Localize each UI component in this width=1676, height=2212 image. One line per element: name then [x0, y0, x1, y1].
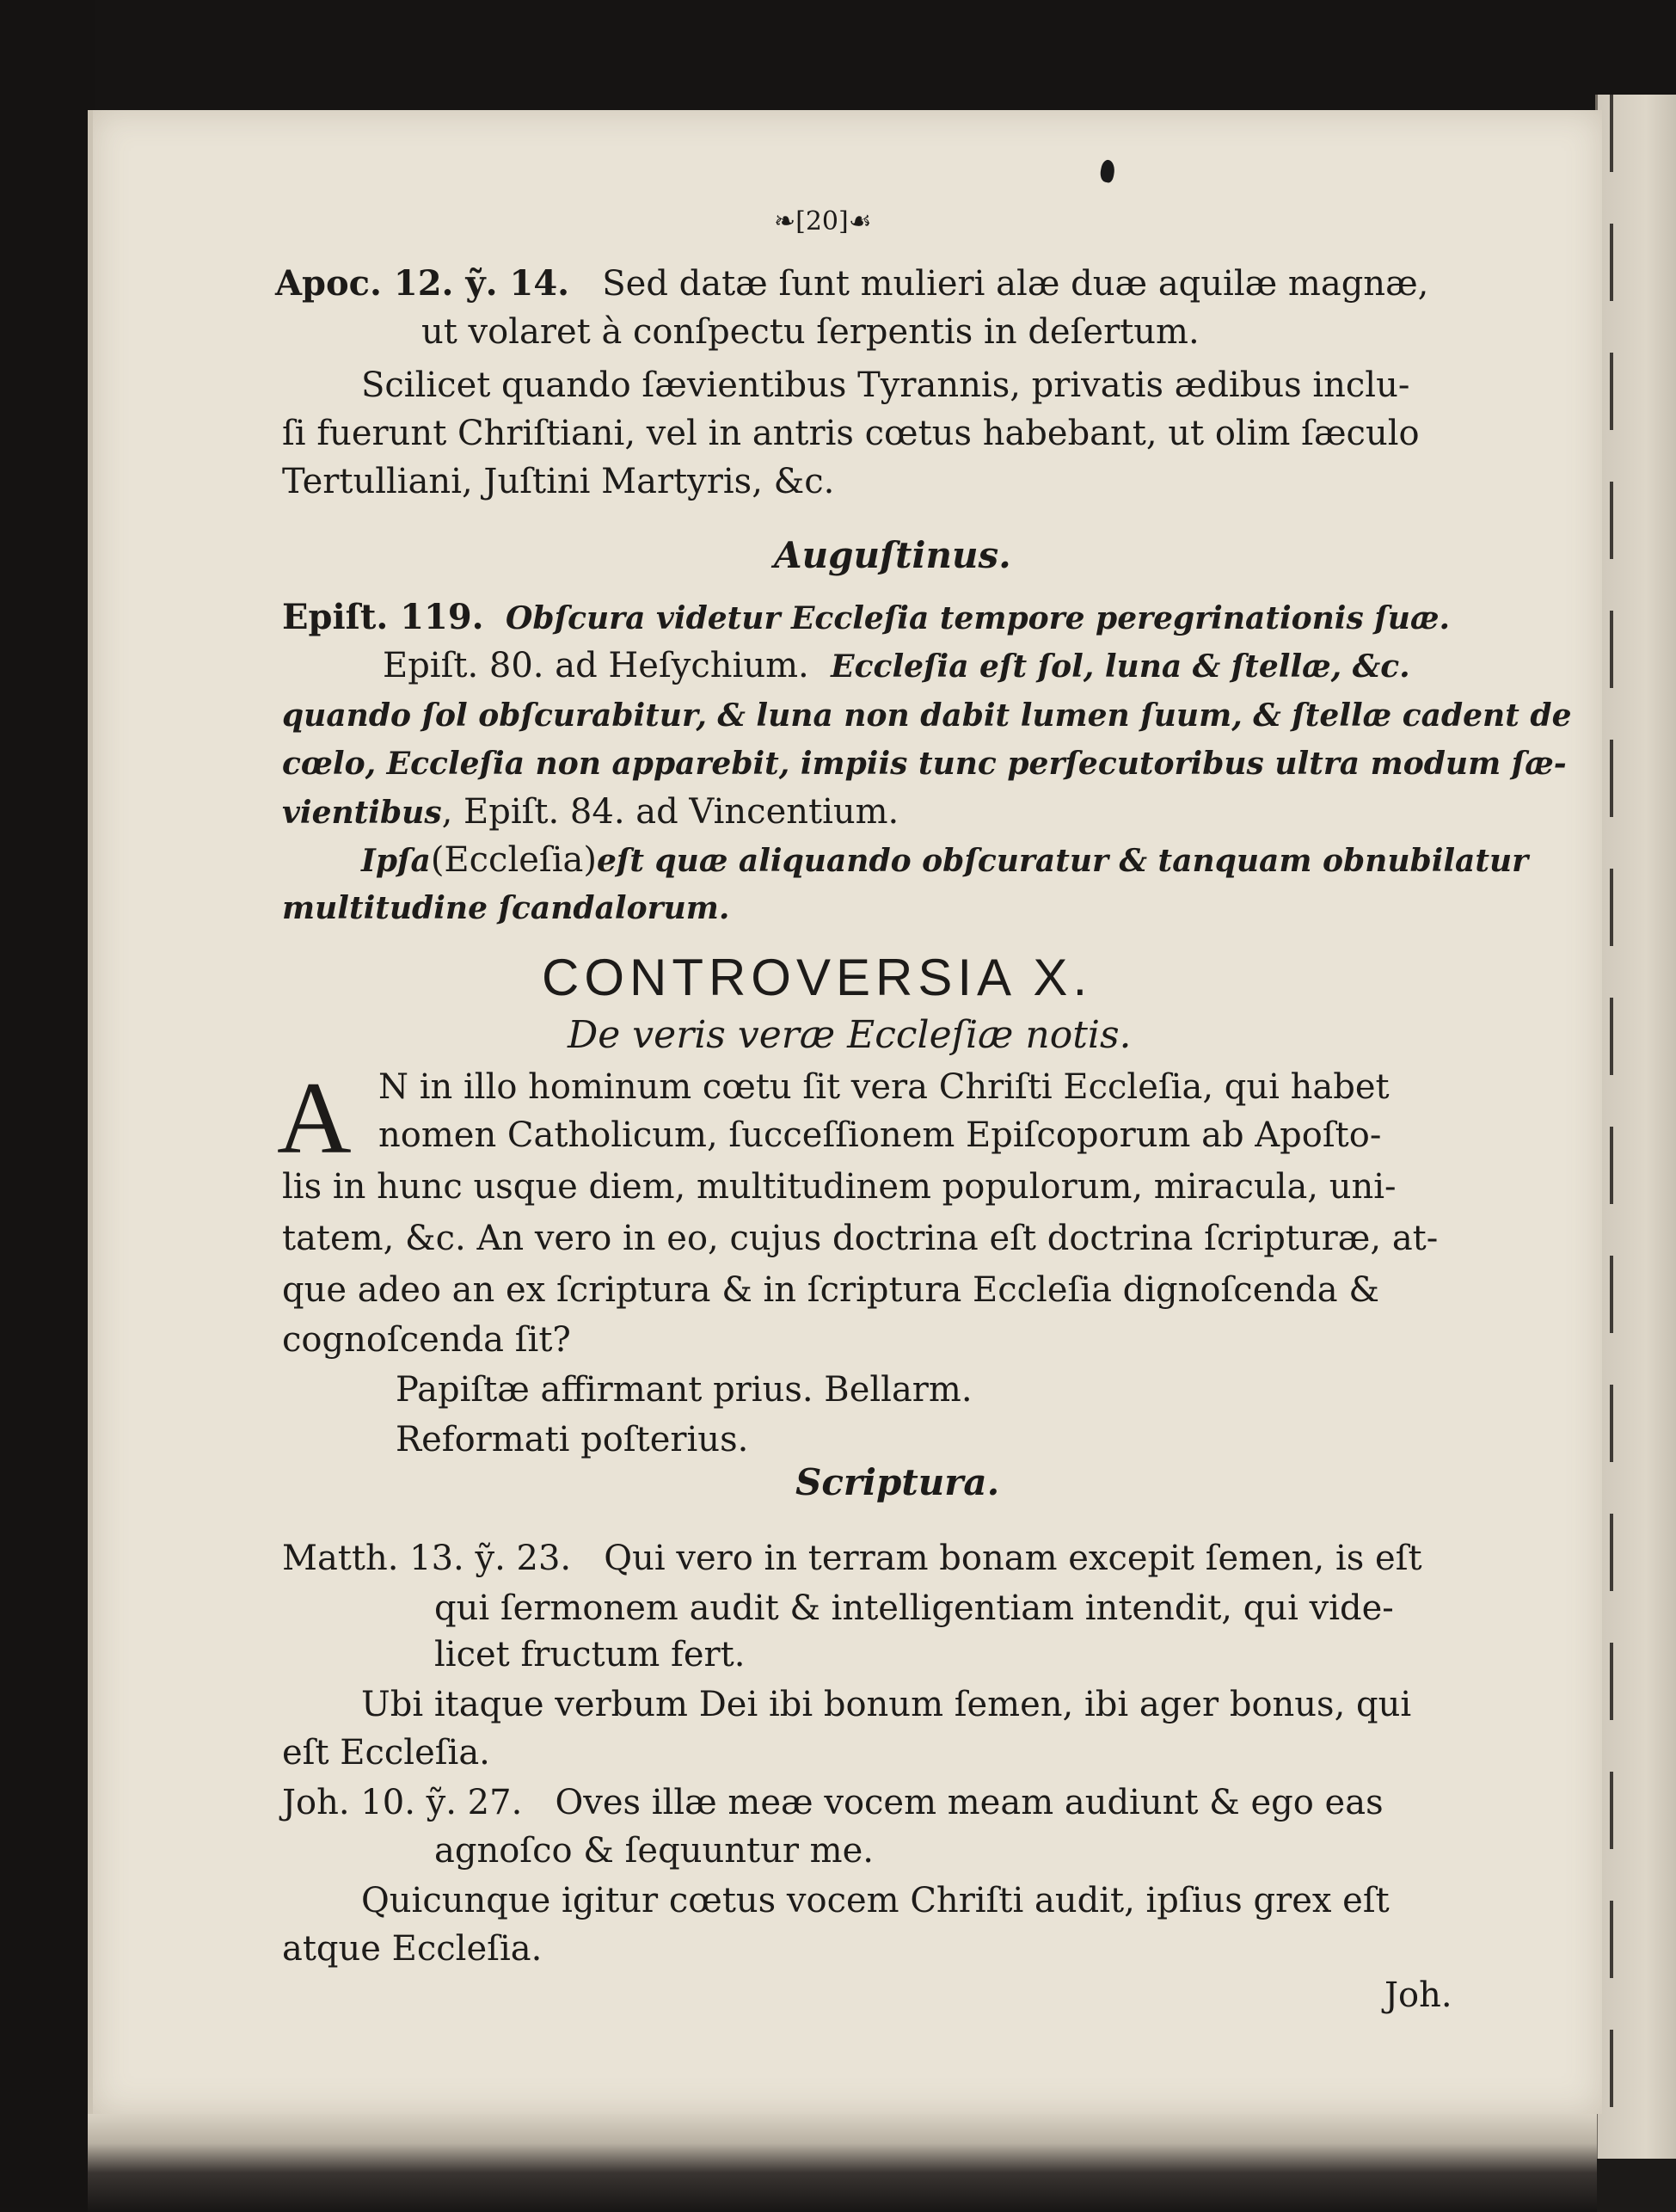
apoc-line-1: Apoc. 12. ỹ. 14. Sed datæ ſunt mulieri alæ duæ aquilæ magnæ, [275, 263, 1429, 304]
scilicet-line-2: ſi fuerunt Chriſtiani, vel in antris cœtus habebant, ut olim ſæculo [282, 414, 1420, 453]
matth-line-2: qui ſermonem audit & intelligentiam intendit, qui vide- [434, 1588, 1394, 1628]
matth-line-3: licet fructum fert. [434, 1635, 746, 1674]
page-bottom-edge [88, 2114, 1597, 2212]
ubi-line-2: eſt Eccleſia. [282, 1733, 490, 1773]
matth-line-1: Matth. 13. ỹ. 23. Qui vero in terram bonam excepit ſemen, is eſt [282, 1539, 1422, 1578]
scilicet-line-1: Scilicet quando ſævientibus Tyrannis, privatis ædibus inclu- [361, 366, 1410, 405]
ornament-right-icon: ☙ [848, 206, 872, 237]
epist-80-line: Epiſt. 80. ad Heſychium. Eccleſia eſt ſol, luna & ſtellæ, &c. [383, 646, 1410, 685]
controversia-subtitle: De veris veræ Eccleſiæ notis. [568, 1013, 1132, 1057]
question-line-4: tatem, &c. An vero in eo, cujus doctrina eſt doctrina ſcripturæ, at- [282, 1219, 1439, 1258]
ubi-line-1: Ubi itaque verbum Dei ibi bonum ſemen, ibi ager bonus, qui [361, 1685, 1412, 1724]
catchword: Joh. [1384, 1975, 1452, 2015]
epist-119-line: Epiſt. 119. Obſcura videtur Eccleſia tempore peregrinationis ſuæ. [282, 597, 1451, 637]
joh-line-2: agnoſco & ſequuntur me. [434, 1831, 874, 1871]
ipsa-line-1: Ipſa(Eccleſia)eſt quæ aliquando obſcuratur & tanquam obnubilatur [361, 840, 1529, 880]
joh-line-1: Joh. 10. ỹ. 27. Oves illæ meæ vocem meam audiunt & ego eas [282, 1783, 1384, 1822]
ornament-left-icon: ❧ [774, 206, 796, 237]
page-number: ❧[20]☙ [774, 206, 872, 237]
drop-cap: A [277, 1060, 352, 1175]
scilicet-line-3: Tertulliani, Juſtini Martyris, &c. [282, 462, 835, 501]
matth-reference: Matth. 13. ỹ. 23. [282, 1539, 572, 1578]
augustinus-line-5: vientibus, Epiſt. 84. ad Vincentium. [282, 792, 899, 832]
apoc-line-2: ut volaret à conſpectu ſerpentis in deſertum. [421, 312, 1200, 352]
question-line-6: cognoſcenda ſit? [282, 1320, 571, 1360]
background-left [0, 0, 95, 2212]
controversia-title: CONTROVERSIA X. [542, 949, 1093, 1006]
ipsa-line-2: multitudine ſcandalorum. [282, 890, 730, 926]
question-line-3: lis in hunc usque diem, multitudinem populorum, miracula, uni- [282, 1167, 1397, 1207]
reformati-line: Reformati poſterius. [396, 1420, 749, 1459]
background-top [0, 0, 1676, 112]
augustinus-line-4: cœlo, Eccleſia non apparebit, impiis tunc perſecutoribus ultra modum ſæ- [282, 746, 1567, 782]
question-line-1: N in illo hominum cœtu ſit vera Chriſti Eccleſia, qui habet [378, 1067, 1390, 1107]
papistae-line: Papiſtæ affirmant prius. Bellarm. [396, 1370, 973, 1410]
adjacent-page-edge [1595, 95, 1676, 2159]
augustinus-line-3: quando ſol obſcurabitur, & luna non dabit lumen ſuum, & ſtellæ cadent de [282, 697, 1572, 734]
quicunque-line-2: atque Eccleſia. [282, 1929, 543, 1969]
question-line-2: nomen Catholicum, ſucceſſionem Epiſcoporum ab Apoſto- [378, 1115, 1382, 1155]
heading-scriptura: Scriptura. [795, 1461, 1000, 1503]
joh-reference: Joh. 10. ỹ. 27. [282, 1783, 523, 1822]
apoc-reference: Apoc. 12. ỹ. 14. [275, 263, 570, 304]
quicunque-line-1: Quicunque igitur cœtus vocem Chriſti audit, ipſius grex eſt [361, 1881, 1390, 1920]
heading-augustinus: Auguſtinus. [774, 534, 1011, 576]
question-line-5: que adeo an ex ſcriptura & in ſcriptura Eccleſia dignoſcenda & [282, 1270, 1379, 1310]
